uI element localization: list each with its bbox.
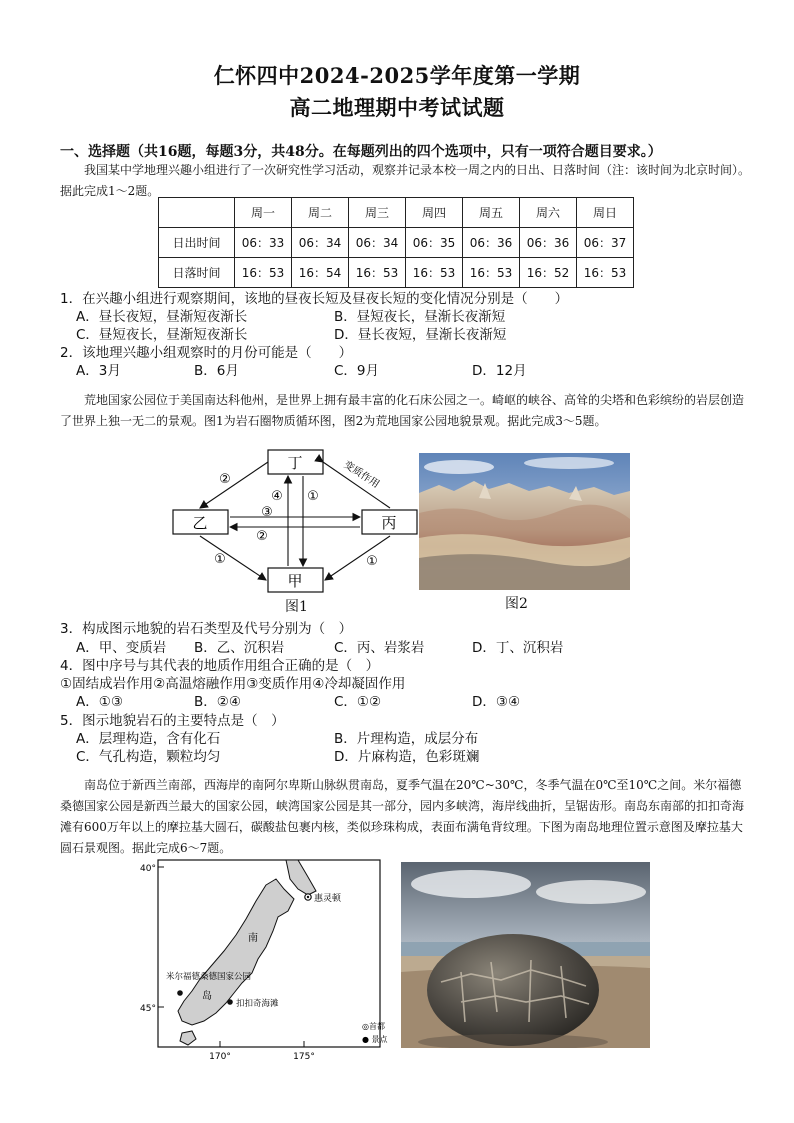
question-3-stem: 3．构成图示地貌的岩石类型及代号分别为（ ） [60,621,353,637]
table-cell: 06：36 [520,228,577,258]
question-1-stem: 1．在兴趣小组进行观察期间，该地的昼夜长短及昼夜长短的变化情况分别是（ ） [60,291,569,307]
longitude-170-label: 170° [209,1052,231,1062]
label-metamorphism: 变质作用 [341,459,382,491]
label-process-2: ② [256,529,268,544]
island-label-dao: 岛 [202,991,212,1002]
table-cell [159,198,235,228]
question-3-option-c[interactable]: C．丙、岩浆岩 [334,640,425,656]
table-cell: 06：34 [349,228,406,258]
table-header-cell: 周四 [406,198,463,228]
question-4-option-b[interactable]: B．②④ [194,694,241,710]
table-cell: 06：33 [235,228,292,258]
intro-paragraph-1: 我国某中学地理兴趣小组进行了一次研究性学习活动，观察并记录本校一周之内的日出、日落时间（注：该时间为北京时间）。据此完成1～2题。 [60,163,751,198]
question-2-option-b[interactable]: B．6月 [194,363,239,379]
label-process-2: ② [219,472,231,487]
latitude-45-label: 45° [140,1004,156,1014]
longitude-175-label: 175° [293,1052,315,1062]
question-1-option-b[interactable]: B．昼短夜长，昼渐长夜渐短 [334,309,506,325]
label-process-3: ③ [261,505,273,520]
table-cell: 16：54 [292,258,349,288]
node-bing-label: 丙 [381,514,397,532]
question-1-option-c[interactable]: C．昼短夜长，昼渐短夜渐长 [76,327,248,343]
question-2-option-d[interactable]: D．12月 [472,363,527,379]
latitude-40-label: 40° [140,864,156,874]
question-5-option-d[interactable]: D．片麻构造，色彩斑斓 [334,749,480,765]
section-heading: 一、选择题（共16题，每题3分，共48分。在每题列出的四个选项中，只有一项符合题目要求。） [60,144,662,160]
question-3-option-d[interactable]: D．丁、沉积岩 [472,640,564,656]
table-cell: 06：35 [406,228,463,258]
badlands-landscape-photo [419,453,630,590]
label-process-1: ① [214,552,226,567]
table-header-cell: 周三 [349,198,406,228]
table-cell: 16：53 [463,258,520,288]
wellington-label: 惠灵顿 [314,894,342,904]
question-2-option-a[interactable]: A．3月 [76,363,121,379]
sunrise-sunset-table [158,197,634,288]
table-row [159,228,634,258]
table-cell: 06：36 [463,228,520,258]
intro-paragraph-2: 荒地国家公园位于美国南达科他州，是世界上拥有最丰富的化石床公园之一。崎岖的峡谷、高耸的尖塔和色彩缤纷的岩层创造了世界上独一无二的景观。图1为岩石圈物质循环图，图2为荒地国家公园地貌景观。据此完成3～5题。 [60,393,745,428]
question-3-option-a[interactable]: A．甲、变质岩 [76,640,167,656]
question-4-stem: 4．图中序号与其代表的地质作用组合正确的是（ ） [60,658,380,674]
label-process-1: ① [366,554,378,569]
node-ding-label: 丁 [287,454,303,472]
table-cell: 16：53 [406,258,463,288]
arrow-bing-to-jia [325,536,390,580]
table-header-cell: 周五 [463,198,520,228]
table-header-row [159,198,634,228]
koekohe-spot-marker [227,999,233,1005]
table-cell: 06：37 [577,228,634,258]
exam-title-line1: 仁怀四中2024-2025学年度第一学期 [213,63,581,88]
table-cell: 日出时间 [159,228,235,258]
question-5-option-a[interactable]: A．层理构造，含有化石 [76,731,221,747]
milford-spot-marker [177,990,183,996]
table-cell: 16：53 [349,258,406,288]
table-cell: 06：34 [292,228,349,258]
table-header-cell: 周日 [577,198,634,228]
south-island-location-map [138,855,388,1065]
table-cell: 16：53 [235,258,292,288]
question-1-option-a[interactable]: A．昼长夜短，昼渐短夜渐长 [76,309,248,325]
figure-1-caption: 图1 [285,599,308,615]
question-2-stem: 2．该地理兴趣小组观察时的月份可能是（ ） [60,345,353,361]
question-1-option-d[interactable]: D．昼长夜短，昼渐长夜渐短 [334,327,507,343]
question-5-option-c[interactable]: C．气孔构造，颗粒均匀 [76,749,221,765]
table-header-cell: 周一 [235,198,292,228]
island-label-nan: 南 [248,933,258,944]
node-jia-label: 甲 [287,572,303,590]
question-4-option-a[interactable]: A．①③ [76,694,123,710]
question-5-stem: 5．图示地貌岩石的主要特点是（ ） [60,713,285,729]
figure-2-caption: 图2 [505,596,528,612]
question-3-option-b[interactable]: B．乙、沉积岩 [194,640,285,656]
table-cell: 16：53 [577,258,634,288]
table-row [159,258,634,288]
legend-scenic-spot: ● 景点 [362,1035,388,1044]
node-yi-label: 乙 [192,514,208,532]
rock-cycle-diagram [170,447,420,617]
table-header-cell: 周二 [292,198,349,228]
question-4-option-c[interactable]: C．①② [334,694,382,710]
milford-park-label: 米尔福德桑德国家公园 [166,972,252,982]
exam-title-line2: 高二地理期中考试试题 [289,95,505,120]
label-process-4: ④ [271,489,283,504]
intro-paragraph-3: 南岛位于新西兰南部，西海岸的南阿尔卑斯山脉纵贯南岛，夏季气温在20℃~30℃，冬季气温在0℃至10℃之间。米尔福德桑德国家公园是新西兰最大的国家公园，峡湾国家公园是其一部分，园内多峡湾，海岸线曲折，呈锯齿形。南岛东南部的扣扣奇海滩有600万年以上的摩拉基大圆石，碳酸盐包裹内核，类似珍珠构成，表面布满龟背纹理。下图为南岛地理位置示意图及摩拉基大圆石景观图。据此完成6～7题。 [60,778,745,855]
table-header-cell: 周六 [520,198,577,228]
question-5-option-b[interactable]: B．片理构造，成层分布 [334,731,479,747]
label-process-1: ① [307,489,319,504]
arrow-ding-to-yi [200,462,268,508]
question-2-option-c[interactable]: C．9月 [334,363,380,379]
table-cell: 日落时间 [159,258,235,288]
moeraki-boulder-photo [401,862,650,1048]
question-4-option-d[interactable]: D．③④ [472,694,521,710]
question-4-process-list: ①固结成岩作用②高温熔融作用③变质作用④冷却凝固作用 [60,676,406,692]
legend-capital: ◎首都 [362,1022,385,1031]
koekohe-beach-label: 扣扣奇海滩 [236,999,279,1009]
table-cell: 16：52 [520,258,577,288]
